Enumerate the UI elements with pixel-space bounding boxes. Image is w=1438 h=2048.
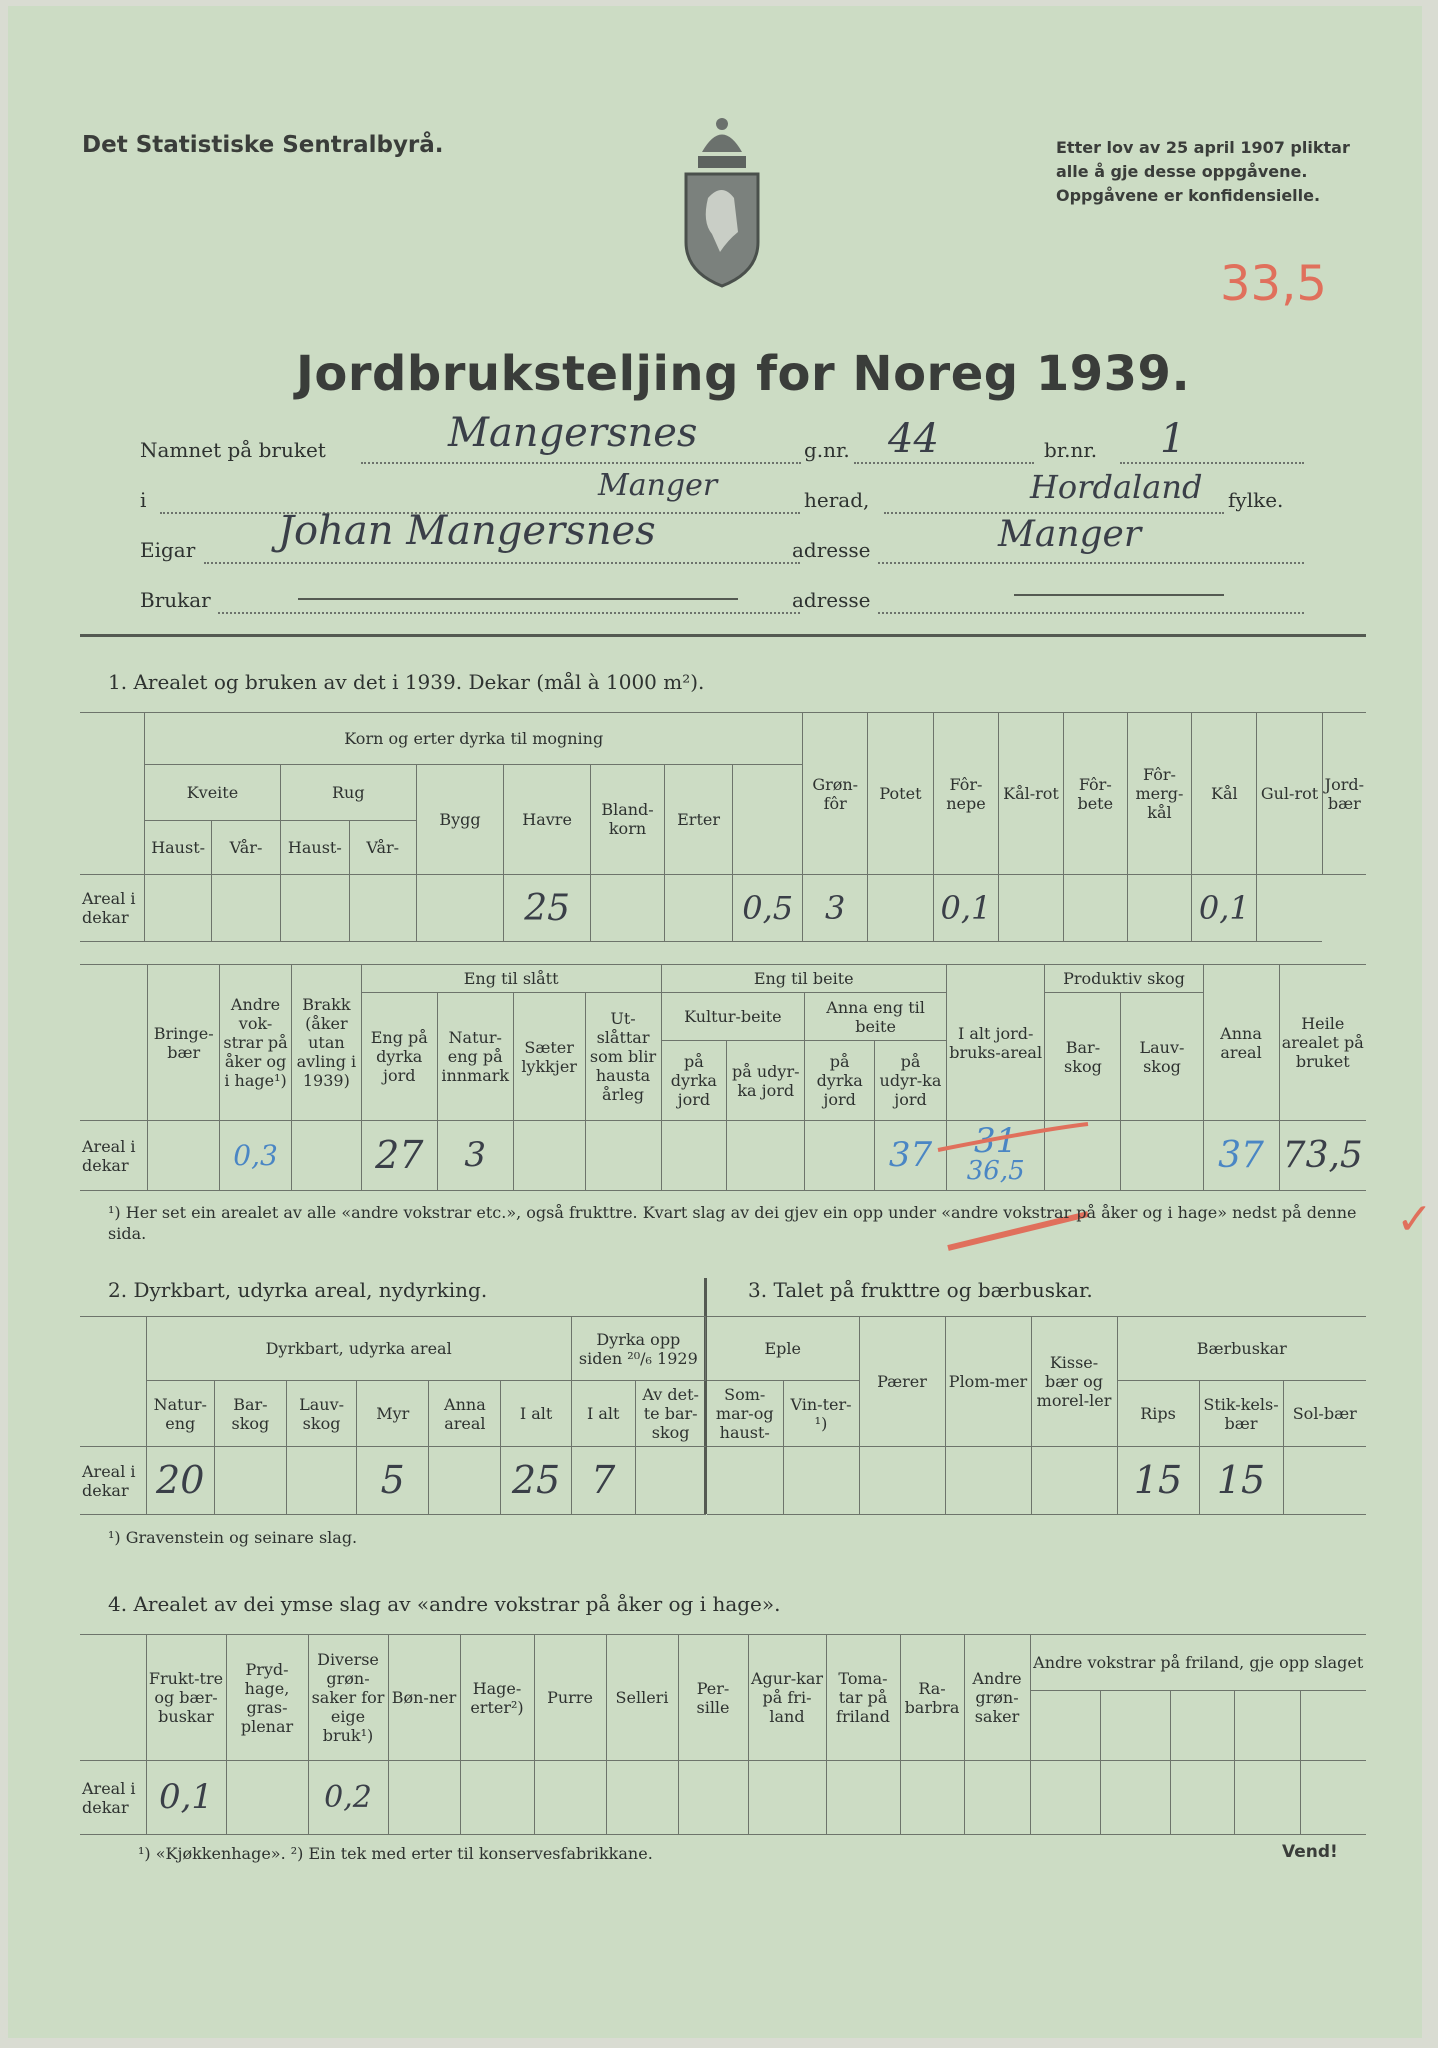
row-label-areal: Areal i dekar — [80, 1761, 146, 1835]
cell — [1031, 1447, 1117, 1515]
legal-note-line: Etter lov av 25 april 1907 pliktar — [1056, 138, 1350, 157]
col-barskog: Bar-skog — [214, 1381, 286, 1447]
gnr-value: 44 — [888, 416, 939, 462]
value-gulrot: 0,1 — [1192, 875, 1257, 942]
herad-label: herad, — [804, 488, 870, 512]
col-av-dette-barskog: Av det-te bar-skog — [635, 1381, 705, 1447]
table-4 — [80, 1634, 1366, 1835]
col-myr: Myr — [357, 1381, 429, 1447]
col-andre-vokstrar: Andre vok-strar på åker og i hage¹) — [220, 965, 292, 1121]
col-bonner: Bøn-ner — [388, 1635, 460, 1761]
section-1-footnote: ¹) Her set ein arealet av alle «andre vokstrar etc.», også frukttre. Kvart slag av dei gjev ein opp under «andre vokstrar på åker og i hage» nedst på denne sida. — [108, 1203, 1357, 1243]
section-4-heading: 4. Arealet av dei ymse slag av «andre vokstrar på åker og i hage». — [108, 1592, 781, 1616]
cell — [286, 1447, 356, 1515]
cell — [727, 1121, 805, 1191]
value-i-alt: 25 — [501, 1447, 571, 1515]
cell — [998, 875, 1063, 942]
col-dyrka-i-alt: I alt — [571, 1381, 635, 1447]
value-i-alt-b: 36,5 — [966, 1155, 1025, 1186]
col-selleri: Selleri — [606, 1635, 678, 1761]
cell — [945, 1447, 1031, 1515]
cell — [964, 1761, 1030, 1835]
cell — [678, 1761, 748, 1835]
col-kultur-dyrka: på dyrka jord — [661, 1041, 727, 1121]
cell — [661, 1121, 727, 1191]
value-potet: 3 — [803, 875, 868, 942]
cell — [1234, 1761, 1300, 1835]
cell — [859, 1447, 945, 1515]
value-i-alt-a: 31 — [974, 1120, 1018, 1161]
col-kulturbeite: Kultur-beite — [661, 993, 805, 1041]
col-paerer: Pærer — [859, 1317, 945, 1447]
cell — [707, 1447, 783, 1515]
cell — [606, 1761, 678, 1835]
cell — [460, 1761, 534, 1835]
col-andre-gronsaker: Andre grøn-saker — [964, 1635, 1030, 1761]
col-eple-sommar: Som-mar-og haust- — [707, 1381, 783, 1447]
cell — [867, 875, 933, 942]
col-diverse: Diverse grøn-saker for eige bruk¹) — [308, 1635, 388, 1761]
col-kaalrot: Kål-rot — [998, 713, 1063, 875]
col-kveite: Kveite — [145, 764, 281, 820]
section-3-heading: 3. Talet på frukttre og bærbuskar. — [748, 1278, 1093, 1302]
col-havre: Havre — [504, 764, 591, 874]
cell — [1100, 1761, 1170, 1835]
cell — [280, 875, 349, 942]
col-solbaer: Sol-bær — [1283, 1381, 1366, 1447]
corner-mark: 33,5 — [1220, 256, 1327, 312]
legal-note-line: Oppgåvene er konfidensielle. — [1056, 186, 1321, 205]
cell — [805, 1121, 875, 1191]
col-anna-dyrka: på dyrka jord — [805, 1041, 875, 1121]
red-check-mark: ✓ — [1396, 1194, 1433, 1245]
cell — [783, 1447, 859, 1515]
col-kveite-haust: Haust- — [145, 821, 212, 875]
cell — [590, 875, 664, 942]
form-title: Jordbruksteljing for Noreg 1939. — [296, 346, 1191, 402]
cell — [1300, 1761, 1366, 1835]
col-kultur-udyrka: på udyr-ka jord — [727, 1041, 805, 1121]
cell — [513, 1121, 585, 1191]
municipality-label: i — [140, 488, 147, 512]
census-form — [8, 6, 1433, 2038]
col-prydhage: Pryd-hage, gras-plenar — [226, 1635, 308, 1761]
col-rips: Rips — [1117, 1381, 1199, 1447]
fylke-label: fylke. — [1228, 488, 1284, 512]
col-eng-dyrka: Eng på dyrka jord — [361, 993, 437, 1121]
owner-line — [204, 562, 800, 564]
section-4-footnote: ¹) «Kjøkkenhage». ²) Ein tek med erter til konservesfabrikkane. — [138, 1844, 653, 1863]
section-2-heading: 2. Dyrkbart, udyrka areal, nydyrking. — [108, 1278, 488, 1302]
municipality-value: Manger — [598, 468, 718, 503]
col-anna-areal: Anna areal — [1203, 965, 1279, 1121]
cell — [1300, 1691, 1366, 1761]
gnr-line — [854, 462, 1034, 464]
col-frukttre: Frukt-tre og bær-buskar — [146, 1635, 226, 1761]
cell — [1170, 1761, 1234, 1835]
col-jordbaer: Jord-bær — [1322, 713, 1366, 875]
col-anna-areal: Anna areal — [429, 1381, 501, 1447]
cell — [1030, 1691, 1100, 1761]
value-naturbeng: 20 — [146, 1447, 214, 1515]
blank-cell — [80, 713, 145, 875]
col-blandkorn: Bland-korn — [590, 764, 664, 874]
value-kaalrot: 0,1 — [933, 875, 998, 942]
user-line — [218, 612, 800, 614]
col-saeter: Sæter lykkjer — [513, 993, 585, 1121]
eple-group: Eple — [707, 1317, 859, 1381]
col-rug: Rug — [280, 764, 416, 820]
value-diverse: 0,2 — [308, 1761, 388, 1835]
dyrkbart-group: Dyrkbart, udyrka areal — [146, 1317, 571, 1381]
col-anna-eng: Anna eng til beite — [805, 993, 947, 1041]
user-label: Brukar — [140, 588, 211, 612]
owner-address-label: adresse — [792, 538, 871, 562]
prod-skog-group: Produktiv skog — [1045, 965, 1203, 993]
cell — [214, 1447, 286, 1515]
col-fornepe: Fôr-nepe — [933, 713, 998, 875]
cell — [80, 1635, 146, 1761]
cell — [826, 1761, 900, 1835]
col-naturbeng: Natur-eng — [146, 1381, 214, 1447]
cell — [748, 1761, 826, 1835]
section-2-footnote: ¹) Gravenstein og seinare slag. — [108, 1528, 358, 1547]
cell — [148, 1121, 220, 1191]
user-dash-mark — [298, 598, 738, 600]
cell — [388, 1761, 460, 1835]
publisher: Det Statistiske Sentralbyrå. — [82, 132, 444, 158]
value-gronfor: 0,5 — [732, 875, 802, 942]
separator — [80, 634, 1366, 637]
value-frukttre: 0,1 — [146, 1761, 226, 1835]
value-havre: 25 — [504, 875, 591, 942]
baerbuskar-group: Bærbuskar — [1117, 1317, 1366, 1381]
row-label-areal: Areal i dekar — [80, 1447, 146, 1515]
user-address-dash-mark — [1014, 594, 1224, 596]
col-i-alt: I alt — [501, 1381, 571, 1447]
owner-address-line — [878, 562, 1304, 564]
col-rabarbra: Ra-barbra — [900, 1635, 964, 1761]
cell — [80, 965, 148, 1121]
county-value: Hordaland — [1030, 468, 1203, 506]
user-address-label: adresse — [792, 588, 871, 612]
col-heile-arealet: Heile arealet på bruket — [1279, 965, 1366, 1121]
col-naturbeng: Natur-eng på innmark — [437, 993, 513, 1121]
brnr-line — [1120, 462, 1304, 464]
coat-of-arms-emblem — [672, 112, 772, 290]
cell — [1257, 875, 1322, 942]
table-3 — [707, 1316, 1366, 1515]
user-address-line — [878, 612, 1304, 614]
col-plommer: Plom-mer — [945, 1317, 1031, 1447]
col-erter: Erter — [665, 764, 733, 874]
table-1b — [80, 964, 1366, 1191]
table-2 — [80, 1316, 706, 1515]
col-bygg: Bygg — [416, 764, 504, 874]
cell — [226, 1761, 308, 1835]
cell — [900, 1761, 964, 1835]
eng-slatt-group: Eng til slått — [361, 965, 661, 993]
value-naturbeng: 3 — [437, 1121, 513, 1191]
col-utslatt: Ut-slåttar som blir hausta årleg — [585, 993, 661, 1121]
owner-label: Eigar — [140, 538, 196, 562]
col-i-alt-jordbruksareal: I alt jord-bruks-areal — [946, 965, 1045, 1121]
col-purre: Purre — [534, 1635, 606, 1761]
cell — [1064, 875, 1128, 942]
owner-value: Johan Mangersnes — [278, 508, 656, 554]
col-barskog: Bar-skog — [1045, 993, 1121, 1121]
brnr-value: 1 — [1160, 416, 1186, 462]
cell — [212, 875, 281, 942]
cell — [145, 875, 212, 942]
value-eng-dyrka: 27 — [361, 1121, 437, 1191]
cell — [585, 1121, 661, 1191]
col-brakk: Brakk (åker utan avling i 1939) — [291, 965, 361, 1121]
value-anna-udyrka: 37 — [875, 1121, 947, 1191]
col-persille: Per-sille — [678, 1635, 748, 1761]
cell — [635, 1447, 705, 1515]
value-myr: 5 — [357, 1447, 429, 1515]
cell — [1030, 1761, 1100, 1835]
cell — [349, 875, 416, 942]
col-gulrot: Gul-rot — [1257, 713, 1322, 875]
cell — [80, 1317, 146, 1447]
col-agurkar: Agur-kar på fri-land — [748, 1635, 826, 1761]
cell — [1170, 1691, 1234, 1761]
legal-note-line: alle å gje desse oppgåvene. — [1056, 162, 1308, 181]
farm-name-line — [361, 462, 801, 464]
cell — [534, 1761, 606, 1835]
row-label-areal: Areal i dekar — [80, 875, 145, 942]
col-gronfor: Grøn-fôr — [803, 713, 868, 875]
friland-group: Andre vokstrar på friland, gje opp slaget — [1030, 1635, 1366, 1691]
cell — [416, 875, 504, 942]
col-kissebaer: Kisse-bær og morel-ler — [1031, 1317, 1117, 1447]
owner-address-value: Manger — [998, 514, 1142, 555]
farm-name-label: Namnet på bruket — [140, 438, 326, 462]
dyrka-opp-group: Dyrka opp siden ²⁰/₆ 1929 — [571, 1317, 705, 1381]
col-anna-udyrka: på udyr-ka jord — [875, 1041, 947, 1121]
col-formergkaal: Fôr-merg-kål — [1127, 713, 1192, 875]
cell — [1127, 875, 1192, 942]
col-hageerter: Hage-erter²) — [460, 1635, 534, 1761]
value-heile-arealet: 73,5 — [1279, 1121, 1366, 1191]
cell — [1234, 1691, 1300, 1761]
farm-name-value: Mangersnes — [448, 410, 698, 456]
turn-page-note: Vend! — [1282, 1842, 1338, 1862]
grain-group-header: Korn og erter dyrka til mogning — [145, 713, 803, 765]
cell — [429, 1447, 501, 1515]
value-stikkelsbaer: 15 — [1199, 1447, 1283, 1515]
col-tomatar: Toma-tar på friland — [826, 1635, 900, 1761]
cell — [665, 875, 733, 942]
table-1a — [80, 712, 1366, 942]
cell — [291, 1121, 361, 1191]
brnr-label: br.nr. — [1044, 438, 1098, 462]
row-label-areal: Areal i dekar — [80, 1121, 148, 1191]
cell — [1100, 1691, 1170, 1761]
col-potet: Potet — [867, 713, 933, 875]
value-andre-vokstrar: 0,3 — [220, 1121, 292, 1191]
col-kaal: Kål — [1192, 713, 1257, 875]
legal-note — [1056, 136, 1350, 208]
section-1-heading: 1. Arealet og bruken av det i 1939. Dekar (mål à 1000 m²). — [108, 670, 705, 694]
col-lauvskog: Lauv-skog — [286, 1381, 356, 1447]
col-kveite-vaar: Vår- — [212, 821, 281, 875]
cell — [1283, 1447, 1366, 1515]
col-rug-vaar: Vår- — [349, 821, 416, 875]
gnr-label: g.nr. — [804, 438, 850, 462]
value-dyrka-i-alt: 7 — [571, 1447, 635, 1515]
col-rug-haust: Haust- — [280, 821, 349, 875]
col-lauvskog: Lauv-skog — [1121, 993, 1203, 1121]
col-forbete: Fôr-bete — [1064, 713, 1128, 875]
eng-beite-group: Eng til beite — [661, 965, 946, 993]
col-eple-vinter: Vin-ter-¹) — [783, 1381, 859, 1447]
value-anna-areal: 37 — [1203, 1121, 1279, 1191]
col-stikkelsbaer: Stik-kels-bær — [1199, 1381, 1283, 1447]
value-rips: 15 — [1117, 1447, 1199, 1515]
col-bringebaer: Bringe-bær — [148, 965, 220, 1121]
